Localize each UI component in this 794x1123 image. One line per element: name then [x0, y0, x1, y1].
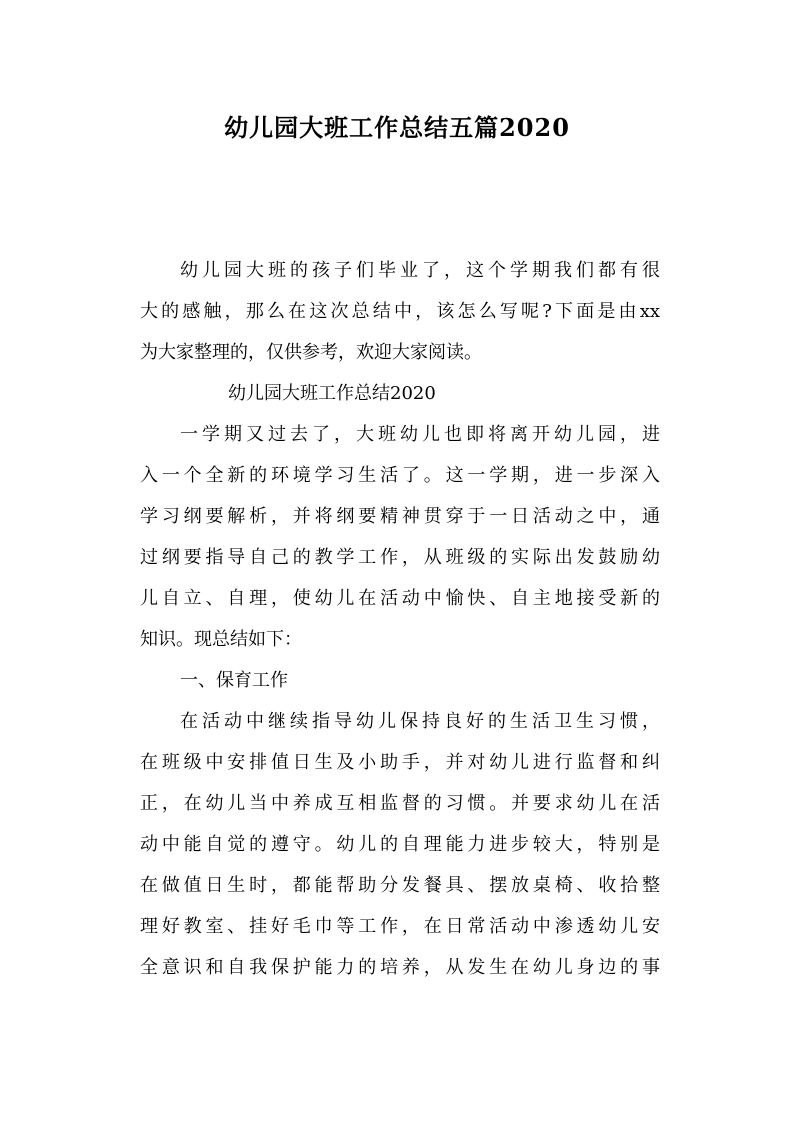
document-title: 幼儿园大班工作总结五篇2020 [224, 113, 570, 142]
paragraph-line: 入一个全新的环境学习生活了。这一学期，进一步深入 [140, 465, 660, 486]
section-heading: 一、保育工作 [180, 670, 288, 691]
paragraph-line: 动中能自觉的遵守。幼儿的自理能力进步较大，特别是 [140, 834, 660, 855]
paragraph-line: 幼儿园大班的孩子们毕业了，这个学期我们都有很 [180, 260, 660, 281]
paragraph-line: 在做值日生时，都能帮助分发餐具、摆放桌椅、收拾整 [140, 875, 660, 896]
document-body [140, 250, 660, 988]
paragraph-line: 为大家整理的，仅供参考，欢迎大家阅读。 [140, 342, 482, 363]
paragraph-line: 理好教室、挂好毛巾等工作，在日常活动中渗透幼儿安 [140, 916, 660, 937]
section-subtitle: 幼儿园大班工作总结2020 [228, 383, 436, 404]
paragraph-line: 在活动中继续指导幼儿保持良好的生活卫生习惯， [180, 711, 660, 732]
paragraph-line: 过纲要指导自己的教学工作，从班级的实际出发鼓励幼 [140, 547, 660, 568]
paragraph-line: 全意识和自我保护能力的培养，从发生在幼儿身边的事 [140, 957, 660, 978]
paragraph-line: 学习纲要解析，并将纲要精神贯穿于一日活动之中，通 [140, 506, 660, 527]
paragraph-line: 知识。现总结如下： [140, 629, 302, 650]
paragraph-line: 大的感触，那么在这次总结中，该怎么写呢?下面是由xx [140, 301, 660, 322]
paragraph-line: 一学期又过去了，大班幼儿也即将离开幼儿园，进 [180, 424, 660, 445]
paragraph-line: 在班级中安排值日生及小助手，并对幼儿进行监督和纠 [140, 752, 660, 773]
paragraph-line: 正，在幼儿当中养成互相监督的习惯。并要求幼儿在活 [140, 793, 660, 814]
paragraph-line: 儿自立、自理，使幼儿在活动中愉快、自主地接受新的 [140, 588, 660, 609]
